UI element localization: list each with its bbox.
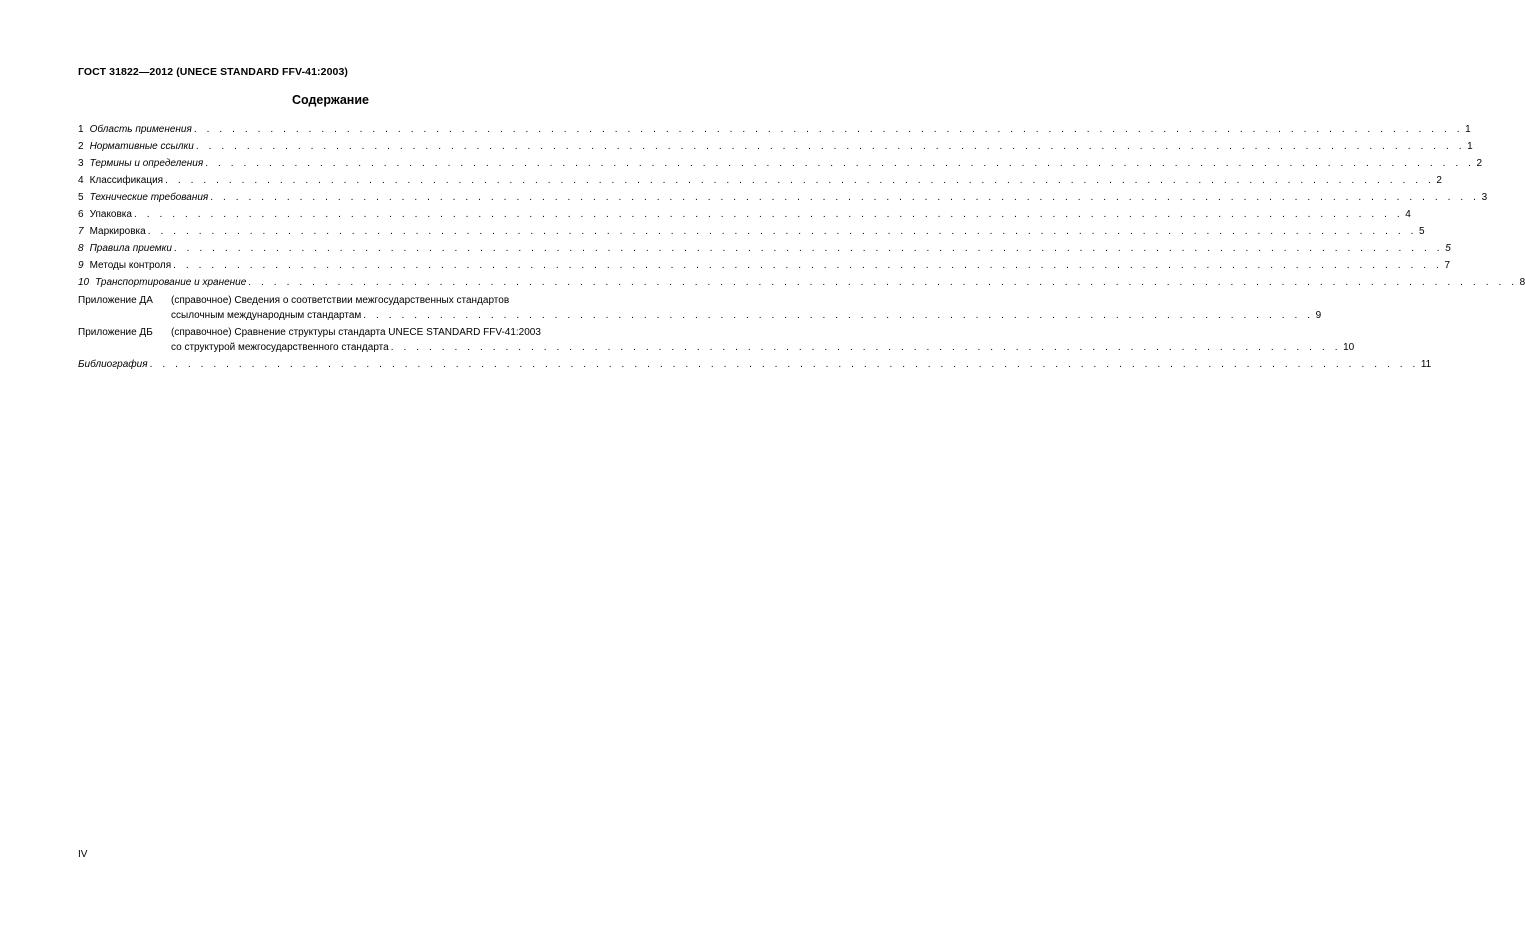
appendix-title-line2: со структурой межгосударственного стандарта [171, 342, 389, 353]
dot-leader [134, 209, 1403, 221]
toc-entry-number: 7 [78, 226, 84, 237]
toc-entry-page: 4 [1405, 209, 1411, 220]
dot-leader [205, 158, 1474, 170]
appendix-page: 10 [1343, 342, 1355, 353]
document-header: ГОСТ 31822—2012 (UNECE STANDARD FFV-41:2003) [78, 66, 349, 78]
toc-entry-page: 11 [1420, 359, 1432, 370]
toc-entry-label: Классификация [89, 175, 164, 186]
toc-entry-10[interactable] [78, 277, 1525, 294]
toc-entry-label: Маркировка [89, 226, 146, 237]
appendix-key: Приложение ДБ [78, 327, 153, 338]
toc-entry-number: 6 [78, 209, 84, 220]
toc-entry-number: 10 [78, 277, 90, 288]
toc-entry-7[interactable] [78, 226, 1425, 243]
toc-entry-label: Нормативные ссылки [89, 141, 194, 152]
toc-entry-3[interactable] [78, 158, 1483, 175]
toc-title: Содержание [291, 93, 369, 107]
toc-entry-label: Технические требования [89, 192, 209, 203]
toc-entry-6[interactable] [78, 209, 1411, 226]
appendix-title-line2: ссылочным международным стандартам [171, 310, 362, 321]
toc-entry-label: Методы контроля [89, 260, 172, 271]
appendix-title-line1: (справочное) Сведения о соответствии межгосударственных стандартов [171, 295, 510, 306]
dot-leader [196, 141, 1465, 153]
dot-leader [173, 260, 1442, 272]
toc-appendix-da[interactable] [78, 295, 1322, 323]
dot-leader [148, 226, 1417, 238]
toc-entry-9[interactable] [78, 260, 1451, 277]
toc-entry-page: 5 [1418, 226, 1425, 237]
dot-leader [210, 192, 1479, 204]
dot-leader [150, 359, 1419, 371]
appendix-title-line1: (справочное) Сравнение структуры стандарта UNECE STANDARD FFV-41:2003 [171, 327, 541, 338]
dot-leader [363, 310, 1313, 322]
toc-entry-page: 3 [1481, 192, 1488, 203]
toc-entry-4[interactable] [78, 175, 1442, 192]
table-of-contents [78, 124, 1525, 376]
toc-entry-label: Библиография [78, 359, 148, 370]
toc-entry-page: 2 [1436, 175, 1442, 186]
toc-entry-5[interactable] [78, 192, 1488, 209]
toc-appendix-db[interactable] [78, 327, 1355, 355]
toc-entry-label: Упаковка [89, 209, 132, 220]
toc-entry-page: 8 [1519, 277, 1525, 288]
toc-entry-number: 2 [78, 141, 84, 152]
dot-leader [165, 175, 1434, 187]
appendix-page: 9 [1315, 310, 1322, 321]
toc-entry-page: 2 [1476, 158, 1483, 169]
toc-entry-page: 7 [1444, 260, 1451, 271]
toc-entry-number: 5 [78, 192, 84, 203]
toc-entry-number: 8 [78, 243, 84, 254]
toc-entry-number: 4 [78, 175, 84, 186]
toc-entry-label: Транспортирование и хранение [95, 277, 247, 288]
toc-entry-2[interactable] [78, 141, 1473, 158]
page-number: IV [78, 849, 88, 860]
toc-entry-label: Правила приемки [89, 243, 172, 254]
dot-leader [174, 243, 1443, 255]
dot-leader [248, 277, 1517, 289]
toc-entry-bibliography[interactable] [78, 359, 1432, 376]
toc-entry-number: 3 [78, 158, 84, 169]
toc-entry-number: 9 [78, 260, 84, 271]
toc-entry-1[interactable] [78, 124, 1471, 141]
toc-entry-label: Область применения [89, 124, 192, 135]
toc-entry-label: Термины и определения [89, 158, 204, 169]
dot-leader [194, 124, 1463, 136]
toc-entry-page: 5 [1445, 243, 1451, 254]
toc-entry-page: 1 [1465, 124, 1471, 135]
appendix-key: Приложение ДА [78, 295, 153, 306]
toc-entry-number: 1 [78, 124, 84, 135]
dot-leader [391, 342, 1341, 354]
toc-entry-8[interactable] [78, 243, 1451, 260]
toc-entry-page: 1 [1467, 141, 1473, 152]
